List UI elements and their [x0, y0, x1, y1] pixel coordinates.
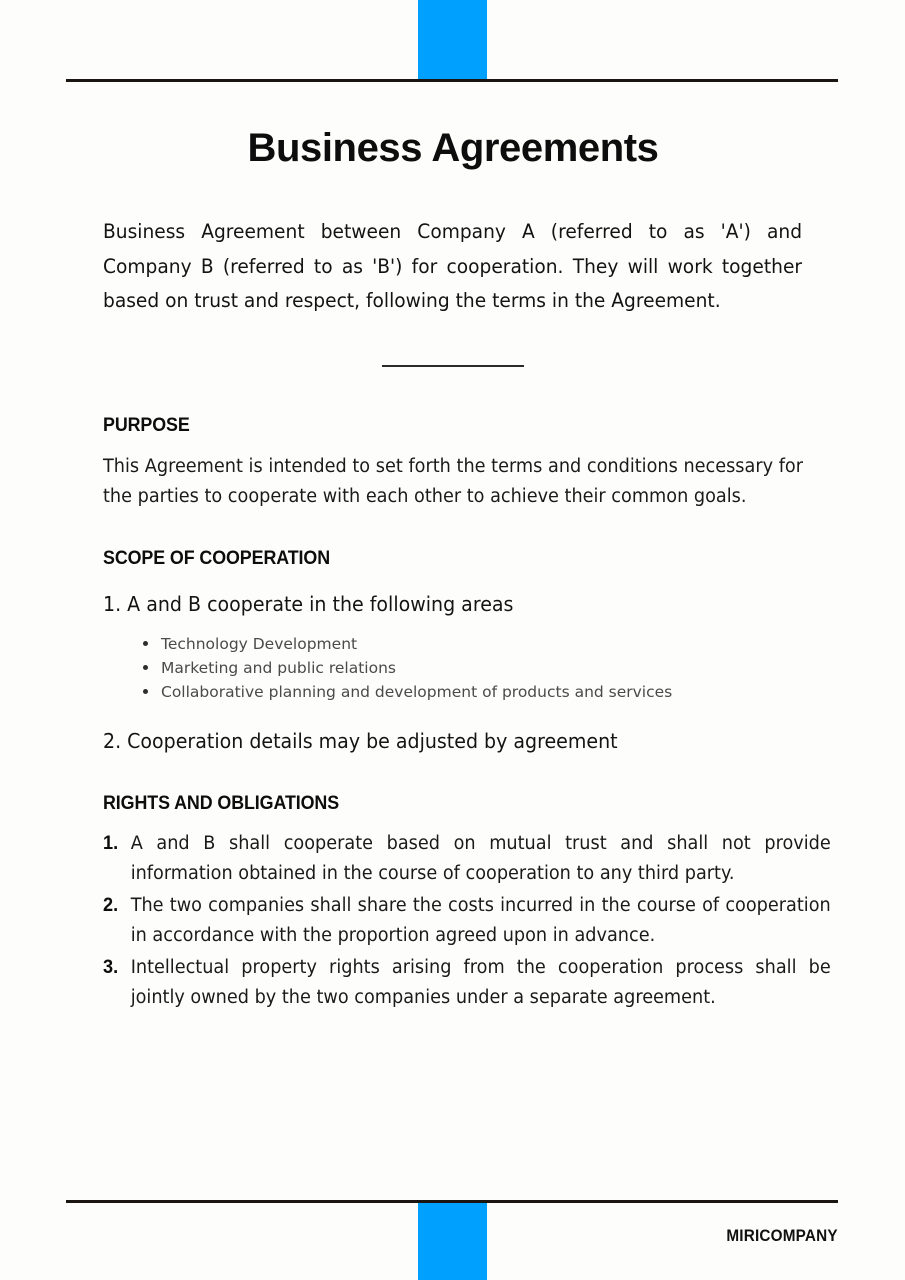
list-item: Technology Development: [143, 632, 803, 656]
section-heading-rights: RIGHTS AND OBLIGATIONS: [103, 792, 340, 814]
scope-bullet-list: [103, 618, 803, 704]
list-item-marker: 3.: [103, 956, 119, 978]
page-title: Business Agreements: [247, 126, 659, 170]
list-item: [103, 829, 831, 889]
document-content: [103, 0, 831, 1013]
scope-item-1: 1. A and B cooperate in the following areas: [103, 591, 514, 616]
footer-company-name: MIRICOMPANY: [726, 1226, 838, 1245]
obligations-list: [103, 815, 831, 1013]
section-heading-scope: SCOPE OF COOPERATION: [103, 547, 331, 569]
scope-item-2: 2. Cooperation details may be adjusted by agreement: [103, 728, 618, 753]
section-divider: [382, 365, 524, 367]
section-heading-purpose: PURPOSE: [103, 414, 190, 436]
list-item: Marketing and public relations: [143, 656, 803, 680]
list-item-marker: 2.: [103, 894, 119, 916]
intro-paragraph: Business Agreement between Company A (referred to as 'A') and Company B (referred to as 'B') for cooperation. They will work together based on trust and respect, following the terms in the Agreement.: [103, 220, 803, 312]
footer-accent-bar: [418, 1203, 487, 1280]
list-item-text: Intellectual property rights arising from the cooperation process shall be jointly owned by the two companies under a separate agreement.: [130, 956, 831, 1008]
list-item: Collaborative planning and development of products and services: [143, 680, 803, 704]
list-item-text: A and B shall cooperate based on mutual trust and shall not provide information obtained in the course of cooperation to any third party.: [130, 832, 831, 884]
list-item-text: The two companies shall share the costs incurred in the course of cooperation in accordance with the proportion agreed upon in advance.: [130, 894, 831, 946]
list-item: [103, 891, 831, 951]
list-item: [103, 953, 831, 1013]
purpose-body: This Agreement is intended to set forth the terms and conditions necessary for the parties to cooperate with each other to achieve their common goals.: [103, 455, 804, 507]
list-item-marker: 1.: [103, 832, 119, 854]
